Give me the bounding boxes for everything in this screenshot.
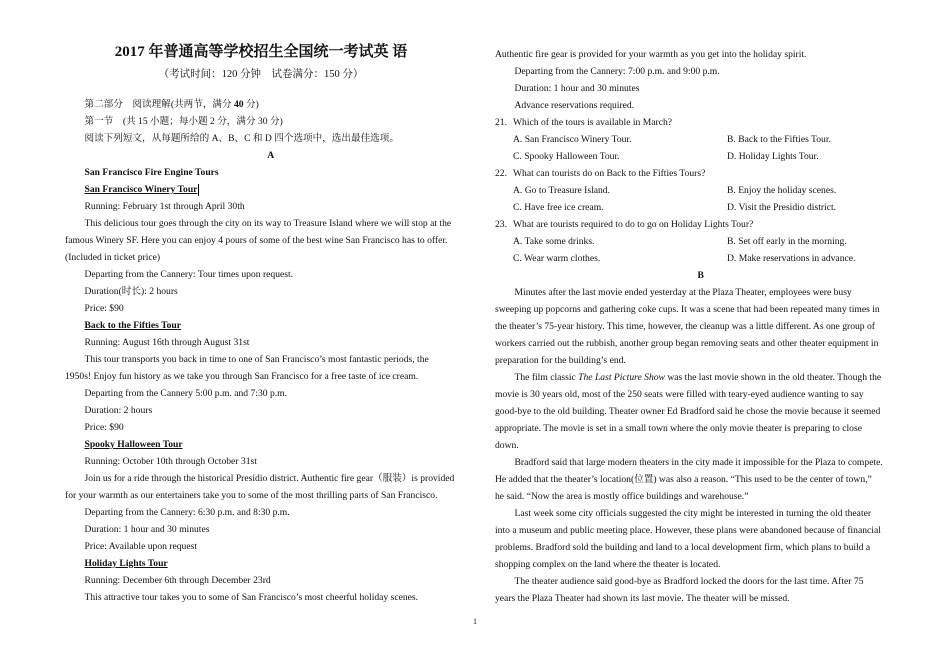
option-row xyxy=(495,148,887,165)
passage-b-label: B xyxy=(697,270,704,281)
tour-duration: Duration(时长): 2 hours xyxy=(84,286,178,297)
tour-heading-winery xyxy=(65,181,457,198)
paragraph-text: The film classic xyxy=(514,372,579,383)
paragraph-line: shopping complex on the land where the theater is located. xyxy=(495,559,721,570)
option-d: D. Make reservations in advance. xyxy=(727,253,856,264)
option-c: C. Spooky Halloween Tour. xyxy=(513,151,620,162)
passage-a-label: A xyxy=(267,150,275,161)
option-row xyxy=(495,131,887,148)
question-number: 22. xyxy=(495,168,507,179)
question-stem: What can tourists do on Back to the Fifties Tours? xyxy=(513,168,706,179)
paragraph-line xyxy=(495,369,887,386)
option-a: A. Go to Treasure Island. xyxy=(513,185,610,196)
tour-name-fifties: Back to the Fifties Tour xyxy=(84,320,181,331)
option-row xyxy=(495,233,887,250)
paragraph-line: He added that the theater’s location(位置) was also a reason. “This used to be the center of town,” xyxy=(495,474,872,485)
paragraph-line: into a museum and public meeting place. However, these plans were abandoned because of financial xyxy=(495,525,881,536)
tour-description-line: famous Winery SF. Here you can enjoy 4 pours of some of the best wine San Francisco has to offer. xyxy=(65,235,448,246)
part-heading-text: 第二部分 阅读理解(共两节，满分 xyxy=(84,99,234,110)
paragraph-line: Bradford said that large modern theaters in the city made it impossible for the Plaza to compete. xyxy=(514,457,883,468)
option-row xyxy=(495,199,887,216)
page-number: 1 xyxy=(473,617,477,626)
tour-departing: Departing from the Cannery 5:00 p.m. and 7:30 p.m. xyxy=(84,388,287,399)
tour-price: Price: $90 xyxy=(84,303,124,314)
tour-running: Running: August 16th through August 31st xyxy=(84,337,250,348)
option-d: D. Visit the Presidio district. xyxy=(727,202,837,213)
instructions: 阅读下列短文，从每题所给的 A、B、C 和 D 四个选项中，选出最佳选项。 xyxy=(84,133,399,144)
option-c: C. Have free ice cream. xyxy=(513,202,604,213)
question-number: 21. xyxy=(495,117,507,128)
tour-departing: Departing from the Cannery: 6:30 p.m. and 8:30 p.m. xyxy=(84,507,290,518)
paragraph-text: was the last movie shown in the old theater. Though the xyxy=(664,372,882,383)
left-column-body xyxy=(65,96,457,606)
tour-duration: Duration: 2 hours xyxy=(84,405,153,416)
tour-description-line: Authentic fire gear is provided for your warmth as you get into the holiday spirit. xyxy=(495,49,807,60)
tour-price: Price: Available upon request xyxy=(84,541,198,552)
paragraph-line: problems. Bradford sold the building and land to a local development firm, which plans to build a xyxy=(495,542,871,553)
question-stem: Which of the tours is available in March? xyxy=(513,117,673,128)
paragraph-line: appropriate. The movie is set in a small town where the only movie theater is preparing to close xyxy=(495,423,862,434)
tour-description-line: (Included in ticket price) xyxy=(65,252,161,263)
paragraph-line: good-bye to the old building. Theater owner Ed Bradford said he chose the movie because it seemed xyxy=(495,406,881,417)
tour-description-line: This tour transports you back in time to one of San Francisco’s most fantastic periods, the xyxy=(84,354,429,365)
tour-description-line: 1950s! Enjoy fun history as we take you through San Francisco for a free taste of ice cream. xyxy=(65,371,419,382)
part-heading-points: 40 xyxy=(234,99,244,110)
paragraph-line: the theater’s 75-year history. This time, however, the cleanup was a little different. As one group of xyxy=(495,321,875,332)
paragraph-line: sweeping up popcorns and gathering coke cups. It was a scene that had been repeated many times in xyxy=(495,304,880,315)
text-caret xyxy=(198,184,199,196)
paragraph-line: movie is 30 years old, most of the 250 seats were filled with teary-eyed audience wanting to say xyxy=(495,389,864,400)
right-column xyxy=(495,46,887,607)
paragraph-line: The theater audience said good-bye as Bradford locked the doors for the last time. After 75 xyxy=(514,576,864,587)
tour-name-halloween: Spooky Halloween Tour xyxy=(84,439,183,450)
tour-description-line: for your warmth as our entertainers take you to some of the most thrilling parts of San Francisco. xyxy=(65,490,438,501)
tour-departing: Departing from the Cannery: Tour times upon request. xyxy=(84,269,294,280)
paragraph-line: he said. “Now the area is mostly office buildings and warehouse.” xyxy=(495,491,749,502)
tour-description-line: This attractive tour takes you to some of San Francisco’s most cheerful holiday scenes. xyxy=(84,592,419,603)
paragraph-line: preparation for the building’s end. xyxy=(495,355,626,366)
option-row xyxy=(495,250,887,267)
tour-price: Price: $90 xyxy=(84,422,124,433)
section-heading: 第一节 (共 15 小题；每小题 2 分，满分 30 分) xyxy=(84,116,283,127)
question-21 xyxy=(495,114,887,131)
option-a: A. San Francisco Winery Tour. xyxy=(513,134,632,145)
tour-name-holiday: Holiday Lights Tour xyxy=(84,558,168,569)
tour-description-line: Join us for a ride through the historical Presidio district. Authentic fire gear（服装）is provided xyxy=(84,473,455,484)
question-number: 23. xyxy=(495,219,507,230)
film-title: The Last Picture Show xyxy=(578,372,665,383)
option-c: C. Wear warm clothes. xyxy=(513,253,601,264)
paragraph-line: workers carried out the rubbish, another group began removing seats and other theater equipment in xyxy=(495,338,879,349)
paragraph-line: years the Plaza Theater had shown its last movie. The theater will be missed. xyxy=(495,593,790,604)
paragraph-line: Last week some city officials suggested the city might be interested in turning the old theater xyxy=(514,508,872,519)
tour-name-winery: San Francisco Winery Tour xyxy=(84,184,198,195)
tour-duration: Duration: 1 hour and 30 minutes xyxy=(514,83,640,94)
option-b: B. Set off early in the morning. xyxy=(727,236,847,247)
question-stem: What are tourists required to do to go on Holiday Lights Tour? xyxy=(513,219,754,230)
paragraph-line: down. xyxy=(495,440,519,451)
part-heading xyxy=(65,96,457,113)
tour-duration: Duration: 1 hour and 30 minutes xyxy=(84,524,210,535)
option-a: A. Take some drinks. xyxy=(513,236,595,247)
option-d: D. Holiday Lights Tour. xyxy=(727,151,819,162)
exam-title: 2017 年普通高等学校招生全国统一考试英 语 xyxy=(114,44,408,60)
left-column xyxy=(65,0,457,620)
option-row xyxy=(495,182,887,199)
tour-running: Running: December 6th through December 23rd xyxy=(84,575,271,586)
question-23 xyxy=(495,216,887,233)
tour-departing: Departing from the Cannery: 7:00 p.m. and 9:00 p.m. xyxy=(514,66,720,77)
exam-subtitle: （考试时间：120 分钟 试卷满分：150 分） xyxy=(158,69,364,80)
tour-running: Running: February 1st through April 30th xyxy=(84,201,245,212)
passage-a-heading: San Francisco Fire Engine Tours xyxy=(84,167,219,178)
part-heading-suffix: 分) xyxy=(243,99,259,110)
tour-description-line: This delicious tour goes through the city on its way to Treasure Island where we will stop at the xyxy=(84,218,452,229)
paragraph-line: Minutes after the last movie ended yesterday at the Plaza Theater, employees were busy xyxy=(514,287,852,298)
option-b: B. Enjoy the holiday scenes. xyxy=(727,185,837,196)
question-22 xyxy=(495,165,887,182)
option-b: B. Back to the Fifties Tour. xyxy=(727,134,831,145)
tour-note: Advance reservations required. xyxy=(514,100,635,111)
tour-running: Running: October 10th through October 31st xyxy=(84,456,257,467)
